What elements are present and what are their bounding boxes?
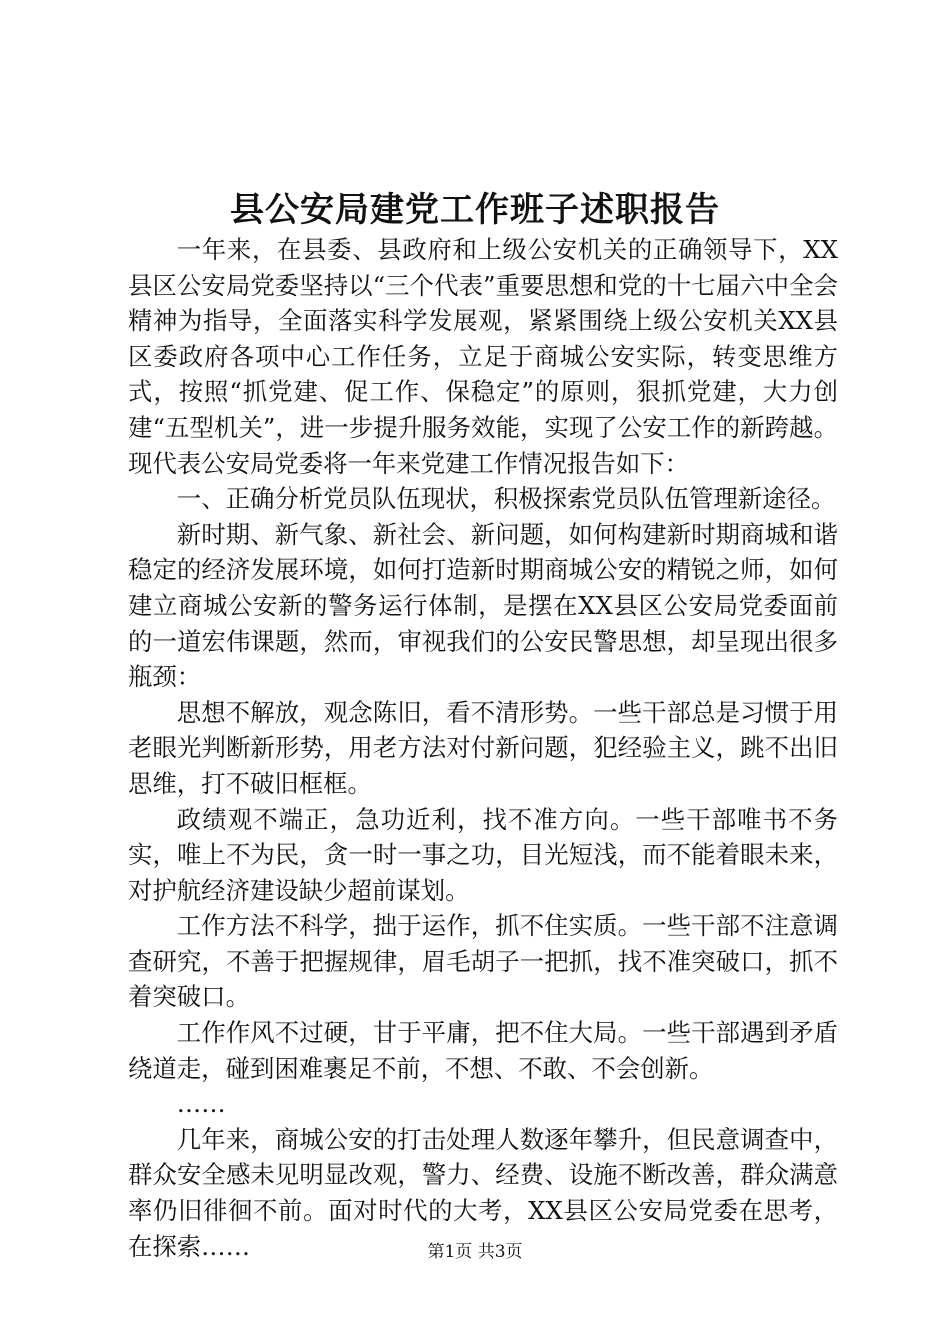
document-title: 县公安局建党工作班子述职报告 (230, 190, 720, 230)
ellipsis-line: …… (176, 1089, 226, 1119)
paragraph: 政绩观不端正，急功近利，找不准方向。一些干部唯书不务实，唯上不为民，贪一时一事之功，目光短浅，而不能着眼未来，对护航经济建设缺少超前谋划。 (128, 804, 838, 905)
paragraph: 思想不解放，观念陈旧，看不清形势。一些干部总是习惯于用老眼光判断新形势，用老方法对付新问题，犯经验主义，跳不出旧思维，打不破旧框框。 (128, 697, 838, 798)
paragraph: 几年来，商城公安的打击处理人数逐年攀升，但民意调查中，群众安全感未见明显改观，警力、经费、设施不断改善，群众满意率仍旧徘徊不前。面对时代的大考，XX县区公安局党委在思考，在探索…… (128, 1124, 838, 1261)
paragraph-intro: 一年来，在县委、县政府和上级公安机关的正确领导下，XX县区公安局党委坚持以“三个代表”重要思想和党的十七届六中全会精神为指导，全面落实科学发展观，紧紧围绕上级公安机关XX县区委政府各项中心工作任务，立足于商城公安实际，转变思维方式，按照“抓党建、促工作、保稳定”的原则，狠抓党建，大力创建“五型机关”，进一步提升服务效能，实现了公安工作的新跨越。现代表公安局党委将一年来党建工作情况报告如下： (128, 235, 838, 478)
document-body (128, 232, 838, 1264)
paragraph: 新时期、新气象、新社会、新问题，如何构建新时期商城和谐稳定的经济发展环境，如何打造新时期商城公安的精锐之师，如何建立商城公安新的警务运行体制，是摆在XX县区公安局党委面前的一道宏伟课题，然而，审视我们的公安民警思想，却呈现出很多瓶颈： (128, 519, 838, 692)
section-heading: 一、正确分析党员队伍现状，积极探索党员队伍管理新途径。 (176, 484, 836, 514)
page-footer: 第1页 共3页 (427, 1242, 523, 1262)
paragraph: 工作作风不过硬，甘于平庸，把不住大局。一些干部遇到矛盾绕道走，碰到困难裹足不前，不想、不敢、不会创新。 (128, 1018, 838, 1083)
paragraph: 工作方法不科学，拙于运作，抓不住实质。一些干部不注意调查研究，不善于把握规律，眉毛胡子一把抓，找不准突破口，抓不着突破口。 (128, 911, 838, 1012)
